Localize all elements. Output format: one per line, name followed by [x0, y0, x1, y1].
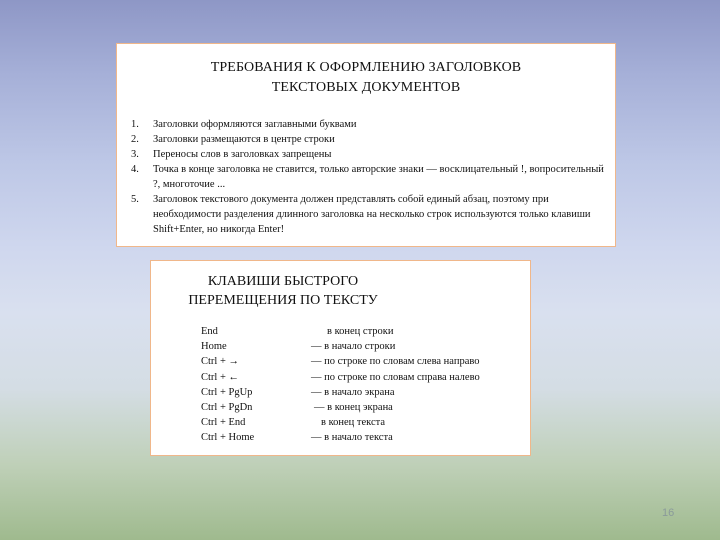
hotkey-description: — по строке по словам слева направо [311, 356, 480, 368]
hotkey-key: Ctrl + ← [201, 371, 240, 383]
requirements-title [117, 58, 615, 98]
table-row [201, 415, 521, 430]
hotkey-description: — в начало строки [311, 341, 396, 353]
hotkey-description: в конец текста [321, 417, 386, 429]
hotkey-key: Ctrl + PgUp [201, 386, 253, 398]
page-number: 16 [662, 507, 675, 519]
list-item-number: 2. [131, 134, 139, 145]
table-row [201, 339, 521, 354]
requirements-card [116, 43, 616, 247]
table-row [201, 370, 521, 385]
list-item [131, 117, 607, 132]
list-item-number: 3. [131, 149, 139, 160]
list-item [131, 132, 607, 147]
table-row [201, 400, 521, 415]
requirements-title-line1: ТРЕБОВАНИЯ К ОФОРМЛЕНИЮ ЗАГОЛОВКОВ [210, 60, 522, 75]
hotkey-description: — в конец экрана [314, 402, 393, 414]
list-item [131, 162, 607, 192]
list-item-text: Точка в конце заголовка не ставится, только авторские знаки — восклицательный !, вопросительный ?, многоточие ... [153, 164, 604, 190]
hotkey-key: Ctrl + End [201, 417, 246, 429]
list-item-number: 5. [131, 194, 139, 205]
hotkey-key: Ctrl + Home [201, 432, 255, 444]
list-item-text: Заголовки размещаются в центре строки [153, 134, 335, 145]
list-item [131, 192, 607, 237]
hotkeys-title-line2: ПЕРЕМЕЩЕНИЯ ПО ТЕКСТУ [188, 293, 378, 308]
list-item [131, 147, 607, 162]
list-item-number: 4. [131, 164, 139, 175]
table-row [201, 324, 521, 339]
hotkeys-title [163, 272, 403, 310]
list-item-text: Переносы слов в заголовках запрещены [153, 149, 332, 160]
hotkey-key: End [201, 326, 218, 337]
hotkey-key: Ctrl + → [201, 356, 240, 368]
hotkey-key: Ctrl + PgDn [201, 402, 253, 414]
list-item-text: Заголовок текстового документа должен представлять собой единый абзац, поэтому при необходимости разделения длинного заголовка на несколько строк используются только клавиши Shift+Enter, но никогда Enter! [153, 194, 591, 235]
table-row [201, 430, 521, 445]
table-row [201, 385, 521, 400]
hotkey-description: — по строке по словам справа налево [311, 371, 480, 383]
hotkeys-table [201, 324, 521, 446]
hotkey-description: — в начало текста [311, 432, 393, 444]
hotkey-key: Home [201, 341, 227, 353]
hotkeys-title-line1: КЛАВИШИ БЫСТРОГО [207, 274, 359, 289]
hotkeys-card [150, 260, 531, 456]
list-item-number: 1. [131, 119, 139, 130]
requirements-title-line2: ТЕКСТОВЫХ ДОКУМЕНТОВ [271, 80, 461, 95]
hotkey-description: в конец строки [327, 326, 394, 337]
list-item-text: Заголовки оформляются заглавными буквами [153, 119, 357, 130]
hotkey-description: — в начало экрана [311, 386, 395, 398]
requirements-list [131, 117, 607, 237]
table-row [201, 354, 521, 369]
